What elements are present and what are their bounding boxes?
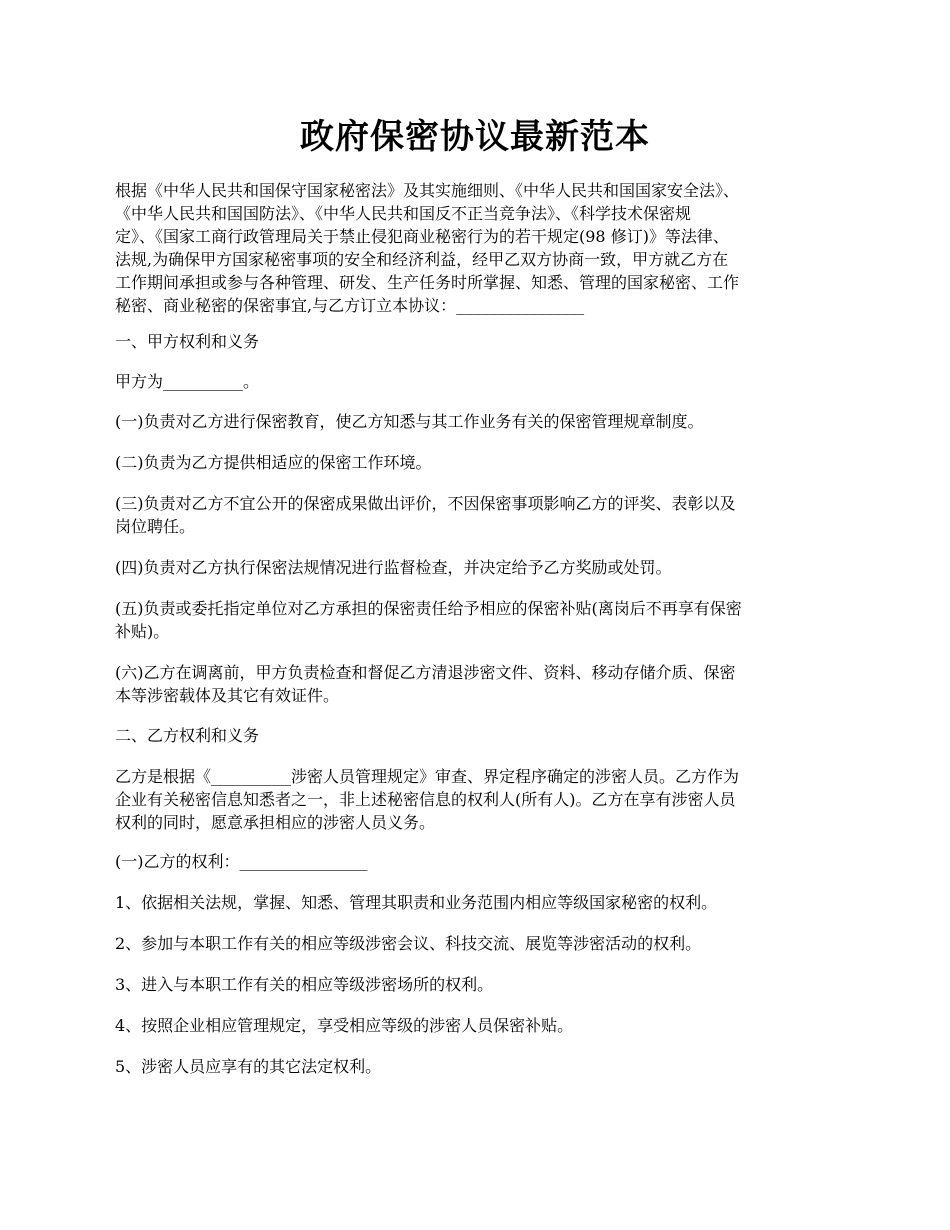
text-line: (三)负责对乙方不宜公开的保密成果做出评价，不因保密事项影响乙方的评奖、表彰以及 <box>115 494 736 513</box>
document-title: 政府保密协议最新范本 <box>300 117 650 157</box>
text-line: 二、乙方权利和义务 <box>115 726 260 745</box>
text-line: (一)乙方的权利：________________ <box>115 852 368 871</box>
text-line: (四)负责对乙方执行保密法规情况进行监督检查，并决定给予乙方奖励或处罚。 <box>115 558 672 577</box>
preamble-paragraph <box>115 179 845 317</box>
text-line: (五)负责或委托指定单位对乙方承担的保密责任给予相应的保密补贴(离岗后不再享有保密 <box>115 599 742 618</box>
text-line: 甲方为__________。 <box>115 372 260 391</box>
party-b-rights-heading <box>115 850 845 873</box>
text-line: 定》、《国家工商行政管理局关于禁止侵犯商业秘密行为的若干规定(98 修订)》等法律、 <box>115 227 729 246</box>
party-a-duty-6 <box>115 661 845 707</box>
party-b-right-3 <box>115 973 845 996</box>
party-b-right-1 <box>115 891 845 914</box>
text-line: 2、参加与本职工作有关的相应等级涉密会议、科技交流、展览等涉密活动的权利。 <box>115 934 702 953</box>
text-line: 岗位聘任。 <box>115 517 196 536</box>
party-a-duty-5 <box>115 597 845 643</box>
text-line: 根据《中华人民共和国保守国家秘密法》及其实施细则、《中华人民共和国国家安全法》、 <box>115 181 740 200</box>
text-line: 本等涉密载体及其它有效证件。 <box>115 686 340 705</box>
party-a-duty-3 <box>115 492 845 538</box>
text-line: 工作期间承担或参与各种管理、研发、生产任务时所掌握、知悉、管理的国家秘密、工作 <box>115 273 740 292</box>
text-line: 1、依据相关法规，掌握、知悉、管理其职责和业务范围内相应等级国家秘密的权利。 <box>115 893 718 912</box>
text-line: 5、涉密人员应享有的其它法定权利。 <box>115 1057 382 1076</box>
text-line: 一、甲方权利和义务 <box>115 332 260 351</box>
section-heading-party-a <box>115 330 845 353</box>
text-line: 乙方是根据《__________涉密人员管理规定》审查、界定程序确定的涉密人员。乙方作为 <box>115 767 740 786</box>
text-line: 补贴)。 <box>115 622 170 641</box>
party-b-right-4 <box>115 1014 845 1037</box>
text-line: (六)乙方在调离前，甲方负责检查和督促乙方清退涉密文件、资料、移动存储介质、保密 <box>115 663 736 682</box>
party-b-intro-paragraph <box>115 765 845 834</box>
text-line: (一)负责对乙方进行保密教育，使乙方知悉与其工作业务有关的保密管理规章制度。 <box>115 412 704 431</box>
text-line: 企业有关秘密信息知悉者之一，非上述秘密信息的权利人(所有人)。乙方在享有涉密人员 <box>115 790 736 809</box>
party-b-right-5 <box>115 1055 845 1078</box>
text-line: 3、进入与本职工作有关的相应等级涉密场所的权利。 <box>115 975 494 994</box>
section-heading-party-b <box>115 724 845 747</box>
party-b-right-2 <box>115 932 845 955</box>
party-a-name-paragraph <box>115 370 845 393</box>
text-line: 秘密、商业秘密的保密事宜,与乙方订立本协议：________________ <box>115 296 585 315</box>
party-a-duty-2 <box>115 451 845 474</box>
text-line: 法规,为确保甲方国家秘密事项的安全和经济利益，经甲乙双方协商一致，甲方就乙方在 <box>115 250 729 269</box>
party-a-duty-4 <box>115 556 845 579</box>
text-line: 4、按照企业相应管理规定，享受相应等级的涉密人员保密补贴。 <box>115 1016 574 1035</box>
party-a-duty-1 <box>115 410 845 433</box>
text-line: 《中华人民共和国国防法》、《中华人民共和国反不正当竞争法》、《科学技术保密规 <box>115 204 692 223</box>
text-line: (二)负责为乙方提供相适应的保密工作环境。 <box>115 453 432 472</box>
text-line: 权利的同时，愿意承担相应的涉密人员义务。 <box>115 813 436 832</box>
